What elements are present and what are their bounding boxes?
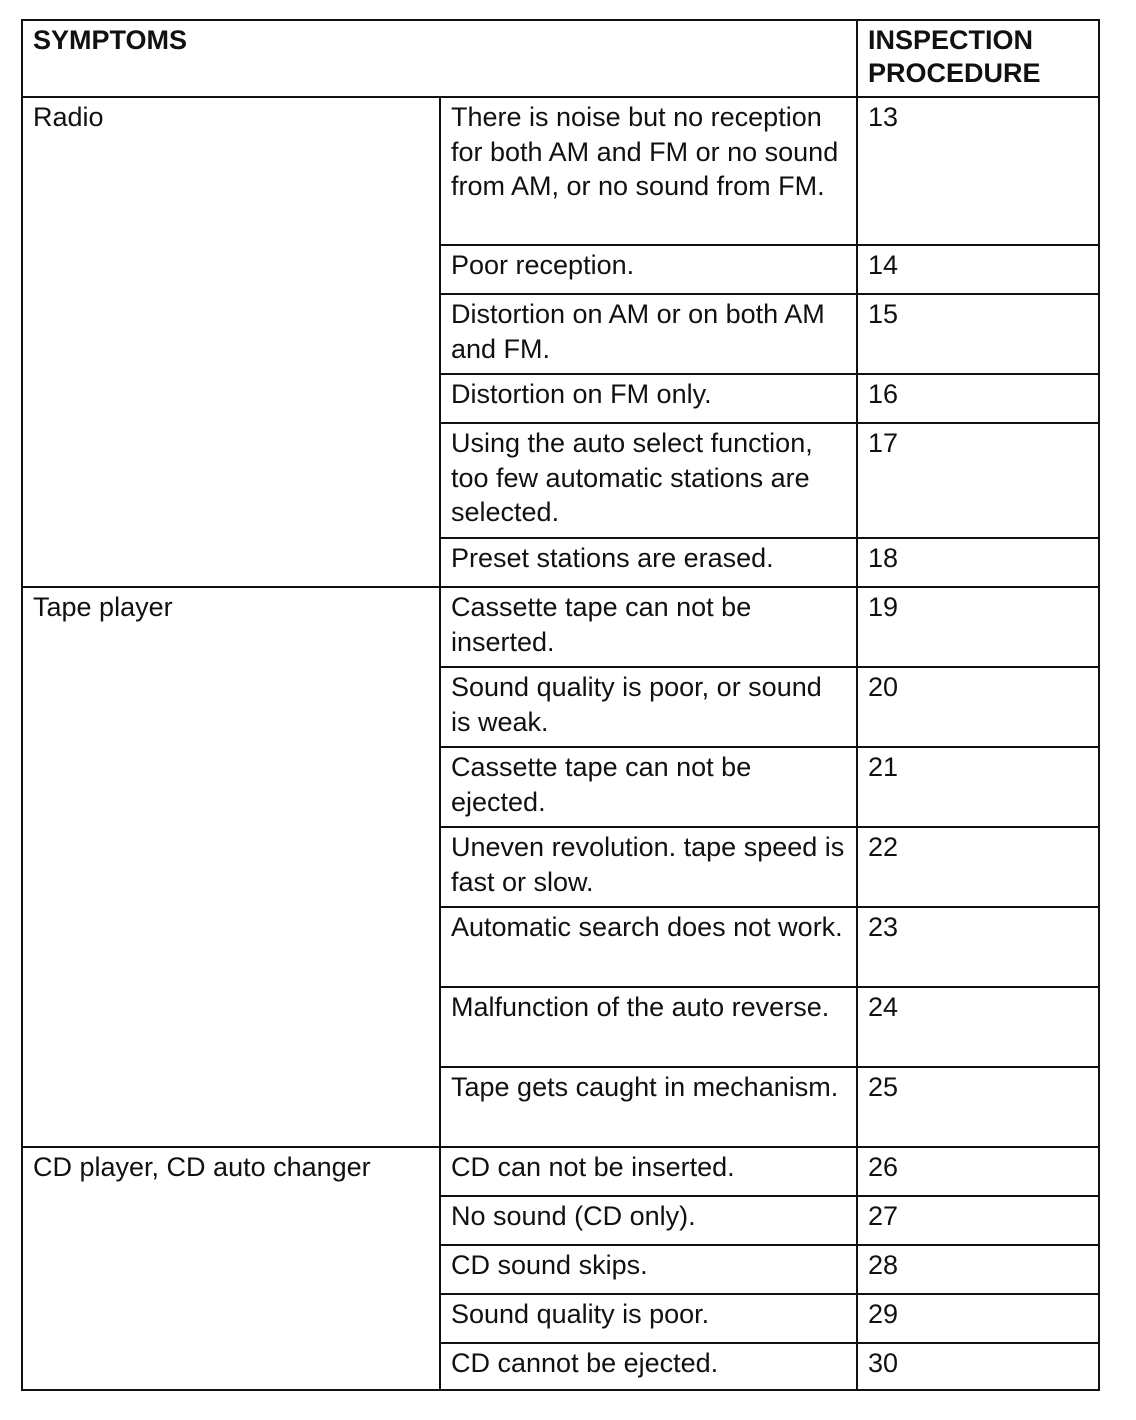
header-row <box>22 20 1099 97</box>
category-cell: Tape player <box>22 587 440 1147</box>
procedure-cell: 20 <box>857 667 1099 747</box>
symptom-cell: CD sound skips. <box>440 1245 857 1294</box>
symptom-cell: Automatic search does not work. <box>440 907 857 987</box>
symptom-cell: Sound quality is poor, or sound is weak. <box>440 667 857 747</box>
symptom-cell: No sound (CD only). <box>440 1196 857 1245</box>
procedure-cell: 17 <box>857 423 1099 538</box>
symptom-cell: There is noise but no reception for both AM and FM or no sound from AM, or no sound from FM. <box>440 97 857 245</box>
symptom-cell: Cassette tape can not be ejected. <box>440 747 857 827</box>
procedure-cell: 19 <box>857 587 1099 667</box>
symptom-cell: Cassette tape can not be inserted. <box>440 587 857 667</box>
procedure-cell: 24 <box>857 987 1099 1067</box>
procedure-cell: 13 <box>857 97 1099 245</box>
procedure-cell: 21 <box>857 747 1099 827</box>
procedure-cell: 27 <box>857 1196 1099 1245</box>
procedure-cell: 26 <box>857 1147 1099 1196</box>
symptom-cell: Uneven revolution. tape speed is fast or slow. <box>440 827 857 907</box>
table-row <box>22 587 1099 667</box>
symptom-cell: Tape gets caught in mechanism. <box>440 1067 857 1147</box>
symptom-cell: CD cannot be ejected. <box>440 1343 857 1390</box>
symptom-cell: Malfunction of the auto reverse. <box>440 987 857 1067</box>
procedure-cell: 30 <box>857 1343 1099 1390</box>
category-cell: CD player, CD auto changer <box>22 1147 440 1390</box>
procedure-cell: 22 <box>857 827 1099 907</box>
symptom-cell: Distortion on FM only. <box>440 374 857 423</box>
table-row <box>22 1147 1099 1196</box>
symptom-cell: Using the auto select function, too few automatic stations are selected. <box>440 423 857 538</box>
procedure-cell: 15 <box>857 294 1099 374</box>
symptom-cell: Poor reception. <box>440 245 857 294</box>
procedure-cell: 14 <box>857 245 1099 294</box>
symptom-cell: Sound quality is poor. <box>440 1294 857 1343</box>
procedure-cell: 28 <box>857 1245 1099 1294</box>
symptoms-table <box>21 19 1100 1391</box>
symptoms-header: SYMPTOMS <box>22 20 857 97</box>
procedure-cell: 18 <box>857 538 1099 587</box>
symptom-cell: CD can not be inserted. <box>440 1147 857 1196</box>
procedure-cell: 23 <box>857 907 1099 987</box>
table-body <box>22 20 1099 1390</box>
procedure-cell: 16 <box>857 374 1099 423</box>
inspection-procedure-header: INSPECTION PROCEDURE <box>857 20 1099 97</box>
procedure-cell: 29 <box>857 1294 1099 1343</box>
procedure-cell: 25 <box>857 1067 1099 1147</box>
table-row <box>22 97 1099 245</box>
symptom-cell: Preset stations are erased. <box>440 538 857 587</box>
symptom-cell: Distortion on AM or on both AM and FM. <box>440 294 857 374</box>
category-cell: Radio <box>22 97 440 587</box>
